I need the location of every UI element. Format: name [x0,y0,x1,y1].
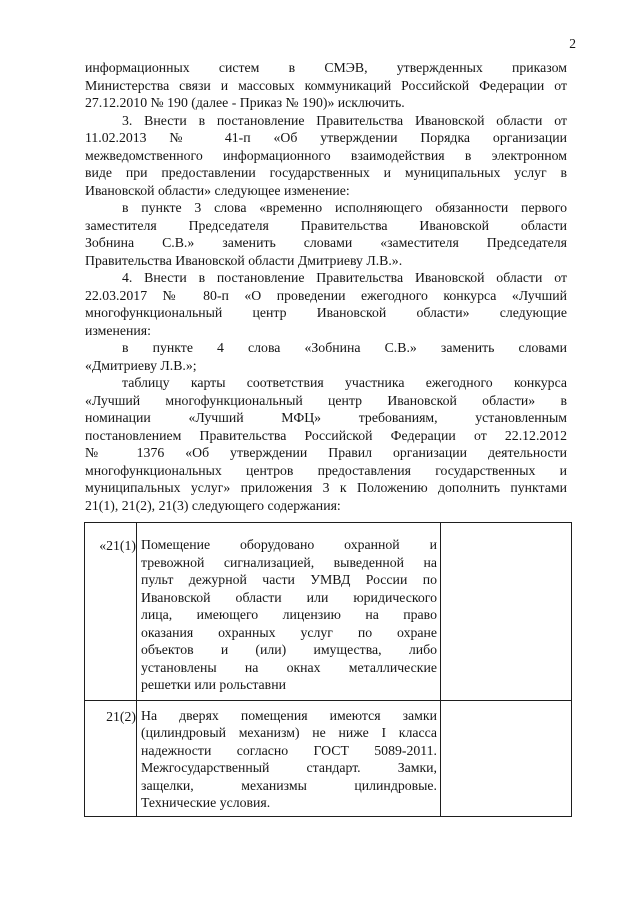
paragraph-p3-line-3: Зобнина С.В.» заменить словами «заместителя Председателя [85,235,567,250]
paragraph-p5-line-2: «Дмитриеву Л.В.»; [85,357,197,373]
paragraph-p2-line-4: виде при предоставлении государственных и муниципальных услуг в [85,165,567,180]
paragraph-p4-line-3: многофункциональный центр Ивановской области» следующие [85,305,567,320]
description-line: (цилиндровый механизм) не ниже I класса [141,725,437,740]
paragraph-p1-line-1: информационных систем в СМЭВ, утвержденных приказом [85,60,567,75]
table-row [85,523,572,701]
paragraph-p6-line-2: «Лучший многофункциональный центр Ивановской области» в [85,392,567,408]
paragraph-p3-line-4: Правительства Ивановской области Дмитриеву Л.В.». [85,252,403,268]
description-line: оказания охранных услуг по охране [141,624,437,640]
paragraph-p2-line-3: межведомственного информационного взаимодействия в электронном [85,147,567,163]
description-line: защелки, механизмы цилиндровые. [141,777,437,793]
description-line: решетки или рольставни [141,677,286,692]
paragraph-p2-line-2: 11.02.2013 № 41-п «Об утверждении Порядка организации [85,130,567,145]
paragraph-p6-line-4: постановлением Правительства Российской Федерации от 22.12.2012 [85,427,567,443]
paragraph-p6-line-8: 21(1), 21(2), 21(3) следующего содержания: [85,497,341,513]
paragraph-p1-line-2: Министерства связи и массовых коммуникаций Российской Федерации от [85,77,567,93]
description-line: лица, имеющего лицензию на право [141,607,437,622]
paragraph-p2-line-1: 3. Внести в постановление Правительства Ивановской области от [122,112,567,128]
row-value-cell [441,523,572,701]
description-line: объектов и (или) имущества, либо [141,642,437,657]
paragraph-p5-line-1: в пункте 4 слова «Зобнина С.В.» заменить словами [122,340,567,355]
description-line: Технические условия. [141,795,271,810]
description-line: На дверях помещения имеются замки [141,707,437,723]
paragraph-p6-line-7: муниципальных услуг» приложения 3 к Положению дополнить пунктами [85,480,567,495]
paragraph-p3-line-2: заместителя Председателя Правительства Ивановской области [85,217,567,233]
paragraph-p6-line-3: номинации «Лучший МФЦ» требованиям, установленным [85,410,567,425]
description-line: установлены на окнах металлические [141,659,437,675]
body-text [85,59,567,514]
paragraph-p1-line-3: 27.12.2010 № 190 (далее - Приказ № 190)» исключить. [85,95,405,110]
paragraph-p6-line-5: № 1376 «Об утверждении Правил организации деятельности [85,445,567,460]
row-number: 21(2) [85,700,137,816]
row-value-cell [441,700,572,816]
description-line: Ивановской области или юридического [141,589,437,605]
description-line: Помещение оборудовано охранной и [141,537,437,552]
paragraph-p6-line-6: многофункциональных центров предоставления государственных и [85,462,567,478]
paragraph-p3-line-1: в пункте 3 слова «временно исполняющего обязанности первого [122,200,567,215]
paragraph-p4-line-2: 22.03.2017 № 80-п «О проведении ежегодного конкурса «Лучший [85,287,567,303]
paragraph-p2-line-5: Ивановской области» следующее изменение: [85,182,350,198]
description-line: Межгосударственный стандарт. Замки, [141,760,437,775]
description-line: пульт дежурной части УМВД России по [141,572,437,587]
row-description [137,523,441,701]
description-line: надежности согласно ГОСТ 5089-2011. [141,742,437,758]
page-number: 2 [569,36,576,51]
paragraph-p6-line-1: таблицу карты соответствия участника ежегодного конкурса [122,375,567,390]
paragraph-p4-line-1: 4. Внести в постановление Правительства Ивановской области от [122,270,567,285]
description-line: тревожной сигнализацией, выведенной на [141,554,437,570]
requirements-table [84,522,572,817]
row-number: «21(1) [85,523,137,701]
row-description [137,700,441,816]
paragraph-p4-line-4: изменения: [85,322,151,338]
table-row [85,700,572,816]
